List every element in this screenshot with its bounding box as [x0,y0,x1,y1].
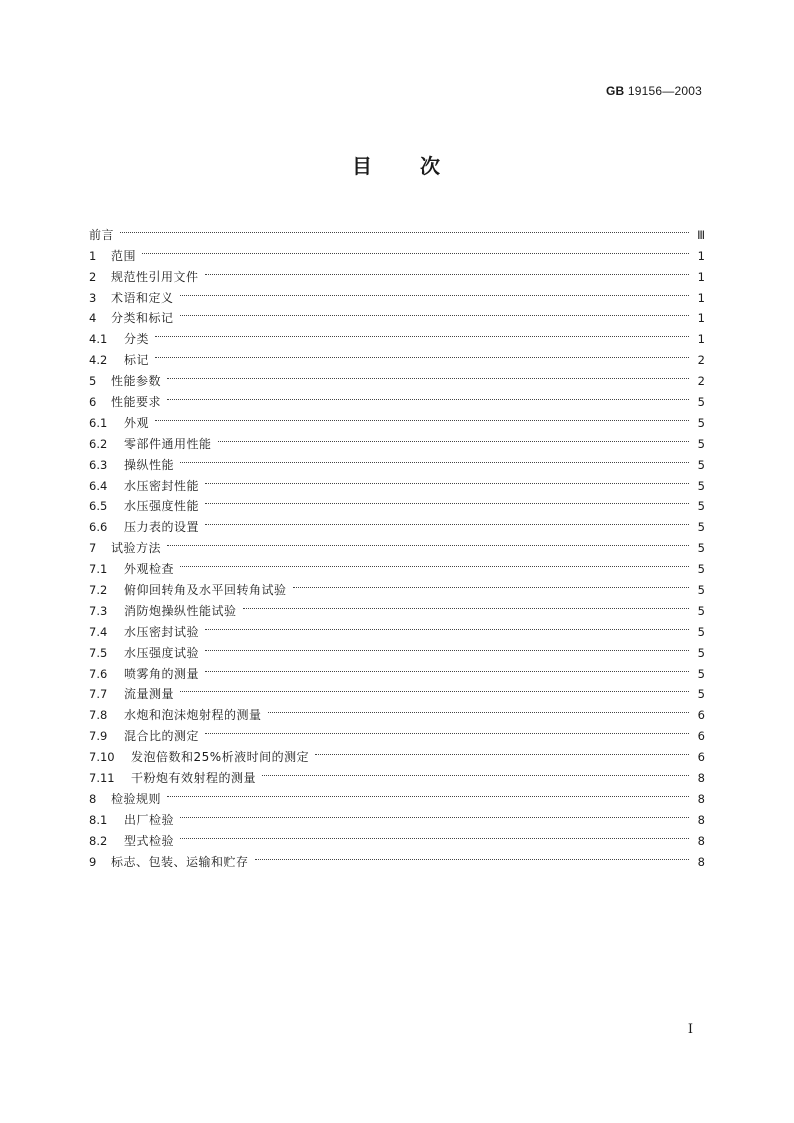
toc-entry[interactable] [89,782,705,806]
toc-leader-dots [205,719,689,740]
toc-entry-label: 水炮和泡沫炮射程的测量 [124,708,262,723]
toc-entry-label: 水压强度试验 [124,645,200,660]
toc-entry-label: 压力表的设置 [124,520,200,535]
toc-leader-dots [180,281,689,302]
toc-leader-dots [120,218,689,239]
standard-number: 19156—2003 [627,84,702,98]
toc-leader-dots [155,406,689,427]
toc-leader-dots [205,657,689,678]
toc-entry-number: 6.5 [89,499,108,514]
toc-entry-label: 水压密封试验 [124,624,200,639]
toc-entry-page: 5 [697,499,705,514]
toc-entry-label: 零部件通用性能 [124,436,212,451]
toc-entry-number: 7.5 [89,645,108,660]
toc-entry-number: 6.3 [89,457,108,472]
toc-entry-page: 5 [697,541,705,556]
toc-entry[interactable] [89,302,705,326]
toc-entry-page: Ⅲ [697,227,705,242]
toc-entry[interactable] [89,343,705,368]
toc-entry[interactable] [89,385,705,410]
toc-entry-page: 8 [697,791,705,806]
toc-entry[interactable] [89,448,705,472]
toc-leader-dots [205,490,689,511]
toc-entry-number: 5 [89,374,97,389]
toc-entry-number: 4 [89,311,97,326]
toc-entry-number: 2 [89,269,97,284]
toc-entry-label: 性能参数 [111,374,162,389]
toc-leader-dots [255,845,689,866]
toc-entry-page: 5 [697,666,705,681]
toc-leader-dots [205,260,689,281]
standard-code [606,84,702,98]
toc-entry-label: 水压强度性能 [124,499,200,514]
toc-entry-page: 6 [697,729,705,744]
toc-leader-dots [243,594,689,615]
toc-entry-label: 标记 [124,353,150,368]
toc-entry-page: 5 [697,520,705,535]
toc-entry-label: 流量测量 [124,687,175,702]
toc-entry[interactable] [89,552,705,577]
toc-entry-label: 水压密封性能 [124,478,200,493]
toc-entry-page: 5 [697,687,705,702]
toc-entry-number: 7.4 [89,624,108,639]
toc-entry-label: 术语和定义 [111,290,174,305]
toc-entry-label: 范围 [111,248,137,263]
toc-entry-page: 5 [697,436,705,451]
toc-entry-label: 检验规则 [111,791,162,806]
toc-entry[interactable] [89,573,705,598]
toc-leader-dots [293,573,689,594]
toc-leader-dots [167,364,689,385]
toc-entry-label: 型式检验 [124,833,175,848]
toc-leader-dots [180,803,689,824]
toc-leader-dots [155,322,689,343]
toc-entry-label: 发泡倍数和25%析液时间的测定 [131,750,310,765]
toc-entry-number: 7 [89,541,97,556]
toc-entry-number: 7.11 [89,771,115,786]
table-of-contents [89,218,705,869]
toc-leader-dots [205,636,689,657]
toc-entry-label: 规范性引用文件 [111,269,199,284]
standard-prefix: GB [605,84,625,98]
toc-entry[interactable] [89,364,705,389]
toc-entry-number: 6.6 [89,520,108,535]
toc-leader-dots [205,469,689,490]
toc-leader-dots [180,448,689,469]
toc-leader-dots [315,740,689,761]
toc-entry-number: 7.2 [89,583,108,598]
toc-entry-page: 5 [697,478,705,493]
toc-entry-number: 8 [89,791,97,806]
toc-entry-page: 1 [697,290,705,305]
toc-entry-label: 外观检查 [124,562,175,577]
toc-entry-page: 5 [697,624,705,639]
toc-entry-number: 4.1 [89,332,108,347]
toc-leader-dots [180,552,689,573]
toc-entry-number: 9 [89,854,97,869]
toc-entry-number: 7.1 [89,562,108,577]
toc-leader-dots [167,782,689,803]
toc-entry-number: 7.7 [89,687,108,702]
toc-entry[interactable] [89,698,705,723]
toc-entry-number: 7.9 [89,729,108,744]
toc-leader-dots [155,343,689,364]
toc-entry-page: 2 [697,353,705,368]
toc-entry-page: 1 [697,311,705,326]
toc-entry-number: 7.6 [89,666,108,681]
toc-entry[interactable] [89,260,705,284]
toc-entry-number: 6.2 [89,436,108,451]
toc-entry[interactable] [89,469,705,493]
toc-entry-label: 分类和标记 [111,311,174,326]
toc-entry-page: 5 [697,457,705,472]
toc-leader-dots [180,678,689,699]
toc-entry-page: 5 [697,562,705,577]
page-title [0,150,794,179]
toc-entry-page: 8 [697,771,705,786]
toc-entry-label: 标志、包装、运输和贮存 [111,854,249,869]
toc-entry-label: 性能要求 [111,395,162,410]
toc-entry[interactable] [89,322,705,347]
toc-entry[interactable] [89,678,705,702]
toc-entry-page: 8 [697,854,705,869]
toc-leader-dots [205,510,689,531]
toc-entry-page: 8 [697,812,705,827]
toc-entry-label: 试验方法 [111,541,162,556]
toc-entry[interactable] [89,845,705,869]
toc-entry-number: 6.4 [89,478,108,493]
toc-entry-label: 出厂检验 [124,812,175,827]
toc-entry-label: 干粉炮有效射程的测量 [131,771,257,786]
toc-entry[interactable] [89,803,705,827]
toc-entry-number: 8.2 [89,833,108,848]
toc-entry[interactable] [89,427,705,451]
toc-entry-label: 外观 [124,415,150,430]
toc-entry-number: 7.8 [89,708,108,723]
toc-entry-label: 消防炮操纵性能试验 [124,603,237,618]
page-number: I [687,1022,693,1037]
toc-entry[interactable] [89,239,705,263]
toc-entry-label: 操纵性能 [124,457,175,472]
toc-entry-number: 8.1 [89,812,108,827]
toc-entry-number: 6 [89,395,97,410]
toc-entry-page: 1 [697,248,705,263]
toc-leader-dots [268,698,689,719]
toc-leader-dots [205,615,689,636]
toc-entry-page: 6 [697,750,705,765]
toc-entry[interactable] [89,406,705,430]
toc-entry-page: 5 [697,603,705,618]
toc-entry-label: 俯仰回转角及水平回转角试验 [124,583,287,598]
title-part-2: 次 [420,154,442,178]
toc-entry[interactable] [89,531,705,556]
title-part-1: 目 [352,154,374,178]
toc-entry-number: 3 [89,290,97,305]
toc-entry-number: 7.10 [89,750,115,765]
toc-entry-page: 1 [697,269,705,284]
toc-leader-dots [142,239,689,260]
toc-entry-page: 6 [697,708,705,723]
toc-entry-label: 混合比的测定 [124,729,200,744]
toc-entry[interactable] [89,824,705,848]
toc-entry-label: 前言 [89,227,115,242]
toc-entry-page: 5 [697,395,705,410]
toc-entry-label: 喷雾角的测量 [124,666,200,681]
toc-entry-page: 5 [697,645,705,660]
toc-leader-dots [262,761,689,782]
toc-entry[interactable] [89,218,705,242]
toc-entry[interactable] [89,281,705,305]
toc-leader-dots [180,302,689,323]
toc-entry-number: 7.3 [89,603,108,618]
toc-entry-page: 8 [697,833,705,848]
toc-leader-dots [218,427,689,448]
toc-entry-number: 4.2 [89,353,108,368]
toc-entry-page: 5 [697,583,705,598]
toc-entry-page: 2 [697,374,705,389]
toc-entry-label: 分类 [124,332,150,347]
toc-entry-number: 6.1 [89,415,108,430]
toc-leader-dots [167,531,689,552]
toc-entry-number: 1 [89,248,97,263]
toc-entry-page: 5 [697,415,705,430]
toc-entry-page: 1 [697,332,705,347]
toc-leader-dots [167,385,689,406]
toc-leader-dots [180,824,689,845]
